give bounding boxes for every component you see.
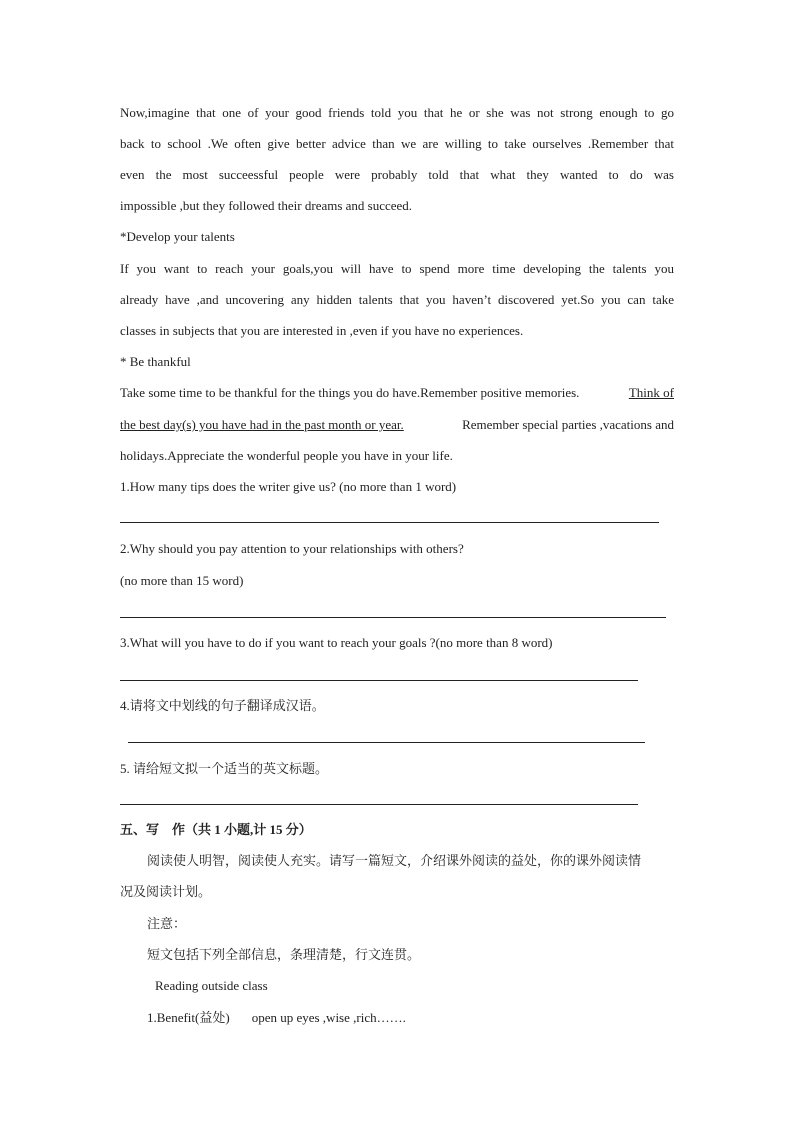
question-1: 1.How many tips does the writer give us? (no more than 1 word) — [120, 479, 457, 494]
tip-heading-be-thankful: * Be thankful — [120, 354, 191, 369]
paragraph3-line3: holidays.Appreciate the wonderful people you have in your life. — [120, 448, 453, 463]
paragraph2-line2: already have ,and uncovering any hidden talents that you haven’t discovered yet.So you can take — [120, 292, 674, 307]
paragraph2-line1: If you want to reach your goals,you will have to spend more time developing the talents you — [120, 261, 674, 276]
question-3: 3.What will you have to do if you want to reach your goals ?(no more than 8 word) — [120, 635, 553, 650]
writing-note-text: 短文包括下列全部信息，条理清楚，行文连贯。 — [147, 947, 421, 962]
underlined-sentence-part2: the best day(s) you have had in the past month or year. — [120, 417, 404, 432]
paragraph1-line4: impossible ,but they followed their dreams and succeed. — [120, 198, 413, 213]
outline-item-1-text: open up eyes ,wise ,rich……. — [251, 1010, 406, 1025]
writing-prompt-line2: 况及阅读计划。 — [120, 884, 212, 899]
answer-line-5[interactable] — [120, 804, 638, 805]
question-4: 4.请将文中划线的句子翻译成汉语。 — [120, 698, 325, 713]
writing-note-label: 注意： — [147, 916, 187, 931]
underlined-sentence-part1: Think of — [628, 385, 674, 400]
outline-item-1 — [147, 1010, 406, 1026]
paragraph3-line2-text: Remember special parties ,vacations and — [462, 417, 674, 432]
paragraph1-line3: even the most succeessful people were probably told that what they wanted to do was — [120, 167, 674, 182]
answer-line-4[interactable] — [128, 742, 645, 743]
paragraph1-line2: back to school .We often give better advice than we are willing to take ourselves .Remember that — [120, 136, 674, 151]
paragraph3-line1 — [120, 385, 674, 401]
question-5: 5. 请给短文拟一个适当的英文标题。 — [120, 761, 329, 776]
paragraph3-line2 — [120, 417, 674, 433]
tip-heading-develop-talents: *Develop your talents — [120, 229, 235, 244]
question-2-note: (no more than 15 word) — [120, 573, 244, 588]
paragraph1-line1: Now,imagine that one of your good friends told you that he or she was not strong enough to go — [120, 105, 674, 120]
paragraph3-line1-text: Take some time to be thankful for the things you do have.Remember positive memories. — [120, 385, 580, 400]
question-2: 2.Why should you pay attention to your relationships with others? — [120, 541, 464, 556]
outline-item-1-label: 1.Benefit(益处) — [147, 1010, 230, 1025]
writing-prompt-line1: 阅读使人明智，阅读使人充实。请写一篇短文，介绍课外阅读的益处，你的课外阅读情 — [147, 853, 642, 868]
paragraph2-line3: classes in subjects that you are interested in ,even if you have no experiences. — [120, 323, 524, 338]
outline-title: Reading outside class — [155, 978, 268, 993]
answer-line-2[interactable] — [120, 617, 666, 618]
answer-line-1[interactable] — [120, 522, 659, 523]
answer-line-3[interactable] — [120, 680, 638, 681]
writing-section-title: 五、写 作（共 1 小题,计 15 分） — [120, 822, 312, 837]
